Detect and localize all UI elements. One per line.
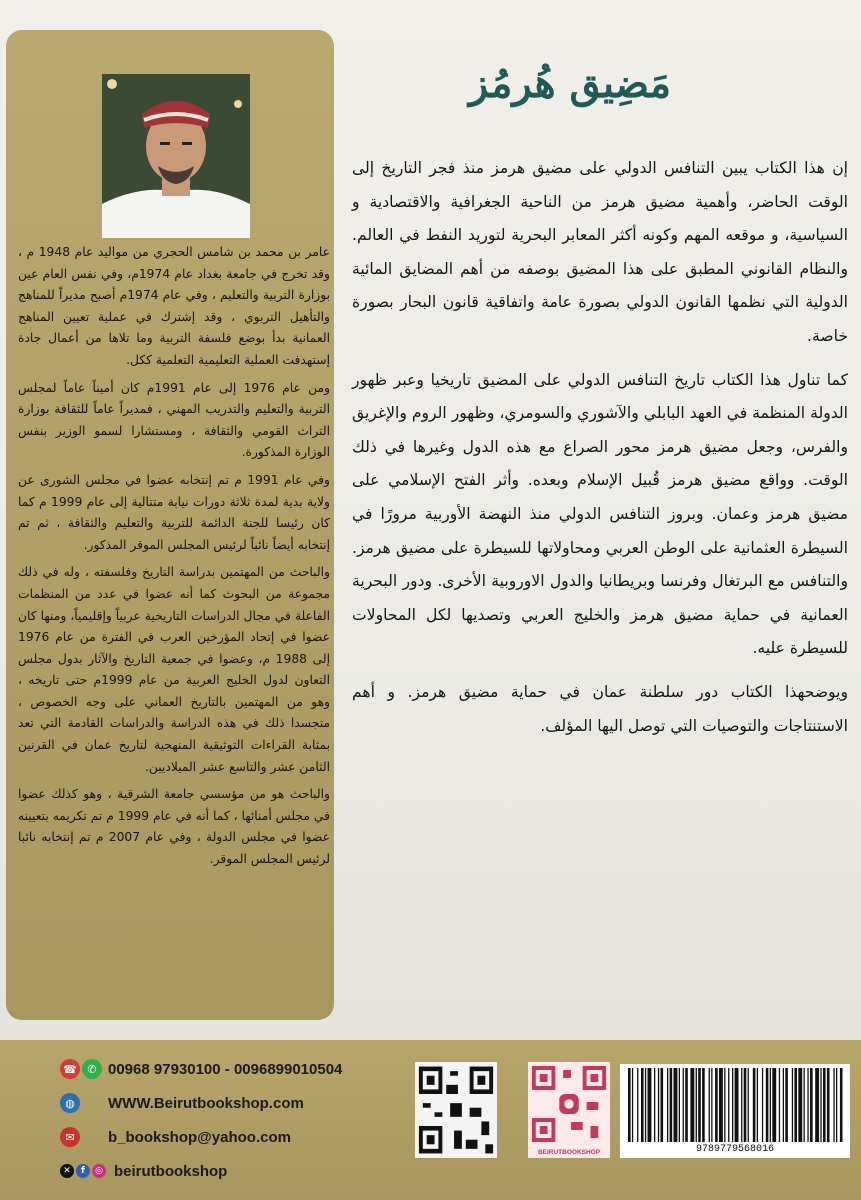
whatsapp-icon: ✆ (82, 1059, 102, 1079)
barcode-bars (620, 1064, 850, 1144)
barcode-bar (836, 1068, 837, 1142)
barcode-bar (698, 1068, 701, 1142)
barcode-bar (794, 1068, 797, 1142)
barcode-bar (792, 1068, 793, 1142)
barcode-bar (735, 1068, 739, 1142)
barcode-bar (632, 1068, 633, 1142)
description-paragraph-1: إن هذا الكتاب يبين التنافس الدولي على مضيق هرمز منذ فجر التاريخ إلى الوقت الحاضر، وأهمية مضيق هرمز من الناحية الجغرافية والاقتصادية و السياسية، و موقعه المهم وكونه أكثر المعابر البحرية لتوريد النفط في العالم. والنظام القانوني المطبق على هذا المضيق بوصفه من أهم المضايق المائية الدولية التي نظمها القانون الدولي بصورة عامة واتفاقية قانون البحار بصورة خاصة. (352, 159, 848, 345)
barcode-bar (757, 1068, 758, 1142)
barcode-bar (741, 1068, 742, 1142)
barcode-bar (762, 1068, 763, 1142)
barcode-bar (815, 1068, 819, 1142)
barcode-bar (645, 1068, 646, 1142)
barcode-bar (807, 1068, 808, 1142)
social-handle[interactable]: beirutbookshop (114, 1162, 228, 1180)
barcode-bar (667, 1068, 668, 1142)
barcode-bar (833, 1068, 834, 1142)
barcode-bar (719, 1068, 723, 1142)
barcode-bar (628, 1068, 631, 1142)
barcode-bar (690, 1068, 694, 1142)
bio-paragraph-2: ومن عام 1976 إلى عام 1991م كان أميناً عاماً لمجلس التربية والتعليم والتدريب المهني ، فمديراً عاماً للثقافة بوزارة التراث القومي والثقافة ، ومستشارا لسمو الوزير بنفس الوزارة المذكورة. (18, 380, 331, 460)
book-title: مَضِيق هُرمُز (468, 60, 672, 107)
barcode-bar (637, 1068, 638, 1142)
barcode-bar (804, 1068, 805, 1142)
isbn-number: 9789779568016 (695, 1144, 774, 1155)
email-row (60, 1124, 291, 1150)
barcode-bar (810, 1068, 813, 1142)
website-link[interactable]: WWW.Beirutbookshop.com (108, 1094, 304, 1112)
email-address[interactable]: b_bookshop@yahoo.com (108, 1128, 291, 1146)
barcode-bar (772, 1068, 776, 1142)
barcode-bar (674, 1068, 678, 1142)
instagram-icon: ◎ (92, 1164, 106, 1178)
bio-paragraph-5: والباحث هو من مؤسسي جامعة الشرقية ، وهو كذلك عضوا في مجلس أمنائها ، كما أنه في عام 1999 م تم تكريمه بتعيينه عضوا في مجلس الدولة ، وفي عام 2007 م تم إنتخابه نائبا لرئيس المجلس الموقر. (18, 787, 330, 867)
barcode-bar (827, 1068, 830, 1142)
instagram-qr-code (528, 1062, 610, 1158)
barcode-bar (658, 1068, 659, 1142)
barcode-bar (732, 1068, 733, 1142)
mail-icon: ✉ (60, 1127, 80, 1147)
author-panel (6, 30, 334, 1020)
barcode-bar (670, 1068, 673, 1142)
phone-icon: ☎ (60, 1059, 80, 1079)
social-row (60, 1158, 227, 1184)
phone-row (60, 1056, 342, 1082)
barcode-bar (783, 1068, 784, 1142)
barcode-bar (724, 1068, 725, 1142)
description-paragraph-3: ويوضحهذا الكتاب دور سلطنة عمان في حماية مضيق هرمز. و أهم الاستنتاجات والتوصيات التي توصل اليها المؤلف. (352, 682, 848, 735)
barcode-bar (798, 1068, 802, 1142)
barcode-bar (709, 1068, 710, 1142)
barcode-bar (683, 1068, 684, 1142)
barcode-bar (840, 1068, 843, 1142)
barcode-bar (696, 1068, 697, 1142)
barcode-bar (648, 1068, 652, 1142)
barcode-bar (785, 1068, 788, 1142)
x-icon: ✕ (60, 1164, 74, 1178)
qr-label: BEIRUTBOOKSHOP (537, 1149, 601, 1156)
bio-paragraph-1: عامر بن محمد بن شامس الحجري من مواليد عام 1948 م ، وقد تخرج في جامعة بغداد عام 1974م، وفي نفس العام عين بوزارة التربية والتعليم ، وفي عام 1974م أصبح مديراً للمناهج والتأهيل التربوي ، وقد إشترك في عملية تعيين المناهج العمانية بدأ بوضع فلسفة التربية وما تلاها من أعمال جادة إستهدفت العملية التعليمية التعلمية ككل. (18, 245, 330, 367)
bio-paragraph-4: والباحث من المهتمين بدراسة التاريخ وفلسفته ، وله في ذلك مجموعة من البحوث كما أنه عضوا في عدد من المنظمات الفاعلة في مجال الدراسات التاريخية عربياً وإقليمياً، ومنها كان عضوا في إتحاد المؤرخين العرب في الفترة من عام 1976 إلى 1988 م، وعضوا في جمعية التاريخ والآثار بدول مجلس التعاون لدول الخليج العربية من عام 1999م حتى تاريخه ، وهو من المهتمين بالتاريخ العماني على وجه الخصوص ، متجسدا ذلك في هذه الدراسة والدراسات القادمة التي تعد بمثابة القراءات التوثيقية المنهجية لتاريخ عمان في القرنين الثامن عشر والتاسع عشر الميلاديين. (18, 565, 331, 774)
barcode-bar (641, 1068, 644, 1142)
isbn-barcode (620, 1064, 850, 1158)
bio-paragraph-3: وفي عام 1991 م تم إنتخابه عضوا في مجلس الشورى عن ولاية بدية لمدة ثلاثة دورات نيابة متتالية إلى عام 1999 م كما كان رئيسا للجنة الدائمة للتربية والتعليم والثقافة ، ثم تم إنتخابه أيضاً نائباً لرئيس المجلس الموقر المذكور. (18, 472, 330, 552)
barcode-bar (654, 1068, 655, 1142)
book-description (352, 152, 848, 753)
facebook-icon: f (76, 1164, 90, 1178)
barcode-bar (766, 1068, 769, 1142)
barcode-bar (744, 1068, 747, 1142)
barcode-bar (679, 1068, 680, 1142)
barcode-bar (728, 1068, 729, 1142)
barcode-bar (711, 1068, 712, 1142)
website-row (60, 1090, 304, 1116)
barcode-bar (702, 1068, 705, 1142)
barcode-bar (779, 1068, 780, 1142)
barcode-bar (820, 1068, 821, 1142)
barcode-bar (823, 1068, 826, 1142)
globe-icon: ◍ (60, 1093, 80, 1113)
barcode-bar (753, 1068, 756, 1142)
barcode-bar (715, 1068, 718, 1142)
barcode-bar (748, 1068, 749, 1142)
barcode-bar (661, 1068, 664, 1142)
author-photo (102, 74, 250, 238)
author-bio (18, 242, 330, 877)
phone-numbers: 00968 97930100 - 0096899010504 (108, 1060, 343, 1078)
whatsapp-qr-code (415, 1062, 497, 1158)
barcode-bar (685, 1068, 688, 1142)
barcode-bar (770, 1068, 771, 1142)
description-paragraph-2: كما تناول هذا الكتاب تاريخ التنافس الدولي على المضيق تاريخيا وعبر ظهور الدولة المنظمة في العهد البابلي والآشوري والسومري، وظهور الروم والإغريق والفرس، وجعل مضيق هرمز محور الصراع مع هذه الدول وغيرها في ذلك الوقت. وواقع مضيق هرمز قُبيل الإسلام وبعده. وأثر الفتح الإسلامي على مضيق هرمز وعمان. وبروز التنافس الدولي منذ النهضة الأوربية مرورًا في السيطرة العثمانية على الوطن العربي ومحاولاتها للسيطرة على مضيق هرمز. والتنافس مع البرتغال وفرنسا وبريطانيا والدول الاوروبية الأخرى. ودور البحرية العمانية في حماية مضيق هرمز والخليج العربي وتصديها لكل المحاولات للسيطرة عليه. (352, 370, 848, 658)
